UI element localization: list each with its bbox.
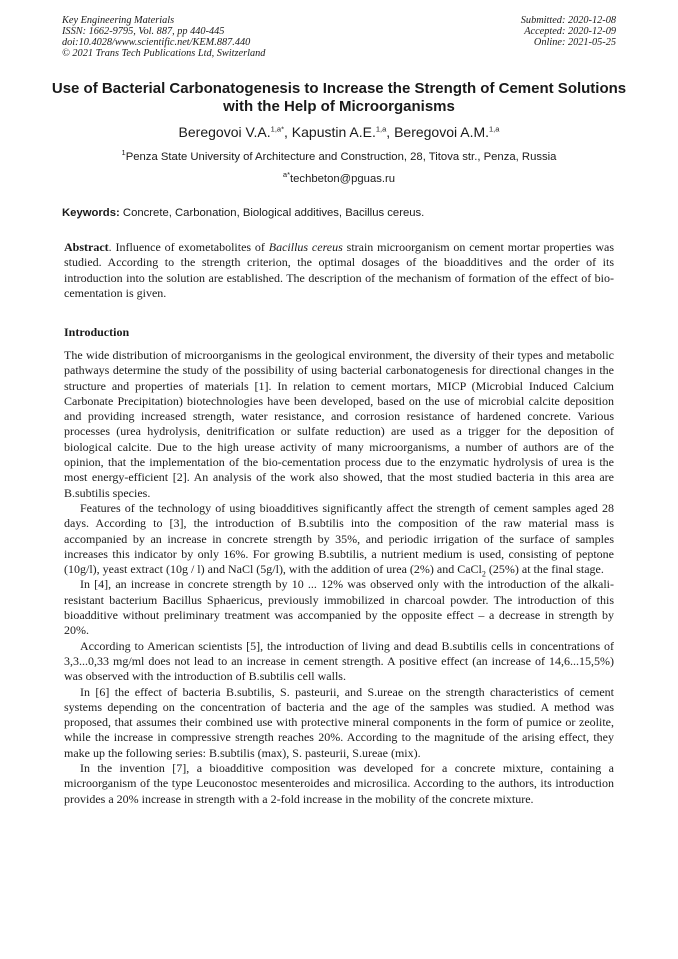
journal-info xyxy=(62,15,265,59)
issn-line: ISSN: 1662-9795, Vol. 887, pp 440-445 xyxy=(62,26,225,37)
paper-title: Use of Bacterial Carbonatogenesis to Increase the Strength of Cement Solutions with the Help of Microorganisms xyxy=(51,80,627,115)
abstract-label: Abstract xyxy=(64,240,109,254)
contact-email xyxy=(40,172,638,186)
abstract-text: strain microorganism on cement mortar properties was studied. According to the strength criterion, the optimal dosages of the bioadditives and the order of its introduction into the solution are established. The description of the mechanism of formation of the effect of bio-cementation is given. xyxy=(64,240,615,300)
author-name: Beregovoi V.A. xyxy=(178,124,271,140)
paragraph xyxy=(64,501,614,577)
author-list xyxy=(40,124,638,140)
paragraph-text: Features of the technology of using bioadditives significantly affect the strength of cement samples aged 28 days. According to [3], the introduction of B.subtilis into the composition of the raw material mass is accompanied by an increase in concrete strength by 35%, and periodic irrigation of the surface of samples increases this indicator by only 16%. For growing B.subtilis, a nutrient medium is used, consisting of peptone (10g/l), yeast extract (10g / l) and NaCl (5g/l), with the addition of urea (2%) and CaCl xyxy=(64,500,614,577)
author-separator: , xyxy=(386,124,395,140)
subscript: 2 xyxy=(481,569,486,579)
paragraph: In the invention [7], a bioadditive composition was developed for a concrete mixture, containing a microorganism of the type Leuconostoc mesenteroides and microsilica. According to the authors, its introduction provides a 20% increase in strength with a 2-fold increase in the mobility of the concrete mixture. xyxy=(64,761,614,806)
author-affiliation-mark: 1,a xyxy=(489,124,500,134)
affiliation-mark: 1 xyxy=(121,148,126,158)
accepted-date: Accepted: 2020-12-09 xyxy=(524,26,616,37)
email-address[interactable]: techbeton@pguas.ru xyxy=(290,173,396,185)
affiliation-text: Penza State University of Architecture and Construction, 28, Titova str., Penza, Russia xyxy=(125,151,557,163)
paragraph-text: (25%) at the final stage. xyxy=(485,562,604,577)
journal-name: Key Engineering Materials xyxy=(62,15,175,26)
email-mark: a* xyxy=(282,170,291,180)
online-date: Online: 2021-05-25 xyxy=(533,37,616,48)
doi-line[interactable]: doi:10.4028/www.scientific.net/KEM.887.440 xyxy=(62,37,251,48)
abstract xyxy=(64,240,614,301)
submitted-date: Submitted: 2020-12-08 xyxy=(520,15,616,26)
paragraph: In [4], an increase in concrete strength by 10 ... 12% was observed only with the introduction of the alkali-resistant bacterium Bacillus Sphaericus, previously immobilized in charcoal powder. The introduction of this bioadditive without preliminary treatment was accompanied by the opposite effect – a decrease in strength by 20%. xyxy=(64,577,614,638)
paragraph: The wide distribution of microorganisms in the geological environment, the diversity of their types and metabolic pathways determine the study of the possibility of using bacterial carbonatogenesis for directional changes in the structure and properties of materials [1]. In relation to cement mortars, MICP (Microbial Induced Calcium Carbonate Precipitation) biotechnologies have been developed, based on the use of microbial calcite deposition and providing increased strength, water resistance, and corrosion resistance of hardened concrete. Various processes (urea hydrolysis, denitrification or sulfate reduction) are used as a trigger for the deposition of biological calcite. Due to the high urease activity of many microorganisms, a number of authors are of the opinion, that the implementation of the bio-cementation process due to the enzymatic hydrolysis of urea is the most energy-efficient [2]. An analysis of the work also showed, that the most studied bacteria in this area are B.subtilis species. xyxy=(64,348,614,500)
affiliation xyxy=(40,150,638,164)
publication-dates xyxy=(521,15,616,48)
paragraph: In [6] the effect of bacteria B.subtilis, S. pasteurii, and S.ureae on the strength characteristics of cement systems depending on the concentration of bacteria and the age of the samples was studied. A method was proposed, that assumes their combined use with protective mineral components in the form of pumice or zeolite, while the increase in compressive strength reaches 20%. According to the magnitude of the arising effect, they make up the following series: B.subtilis (max), S. pasteurii, S.ureae (mix). xyxy=(64,684,614,760)
abstract-text: . Influence of exometabolites of xyxy=(108,240,269,254)
introduction-body xyxy=(64,348,614,807)
paragraph: According to American scientists [5], the introduction of living and dead B.subtilis cells in concentrations of 3,3...0,33 mg/ml does not lead to an increase in cement strength. A positive effect (an increase of 14,6...15,5%) was observed with the introduction of B.subtilis cell walls. xyxy=(64,638,614,684)
copyright-line: © 2021 Trans Tech Publications Ltd, Switzerland xyxy=(62,48,266,59)
keywords-label: Keywords: xyxy=(62,207,120,219)
author-affiliation-mark: 1,a* xyxy=(270,124,285,134)
author-affiliation-mark: 1,a xyxy=(375,124,387,134)
keywords xyxy=(62,206,616,220)
species-name: Bacillus cereus xyxy=(268,240,343,254)
author-name: Kapustin A.E. xyxy=(291,124,376,140)
author-separator: , xyxy=(284,124,292,140)
keywords-text: Concrete, Carbonation, Biological additives, Bacillus cereus. xyxy=(119,207,425,219)
author-name: Beregovoi A.M. xyxy=(394,124,490,140)
introduction-heading: Introduction xyxy=(64,325,130,339)
